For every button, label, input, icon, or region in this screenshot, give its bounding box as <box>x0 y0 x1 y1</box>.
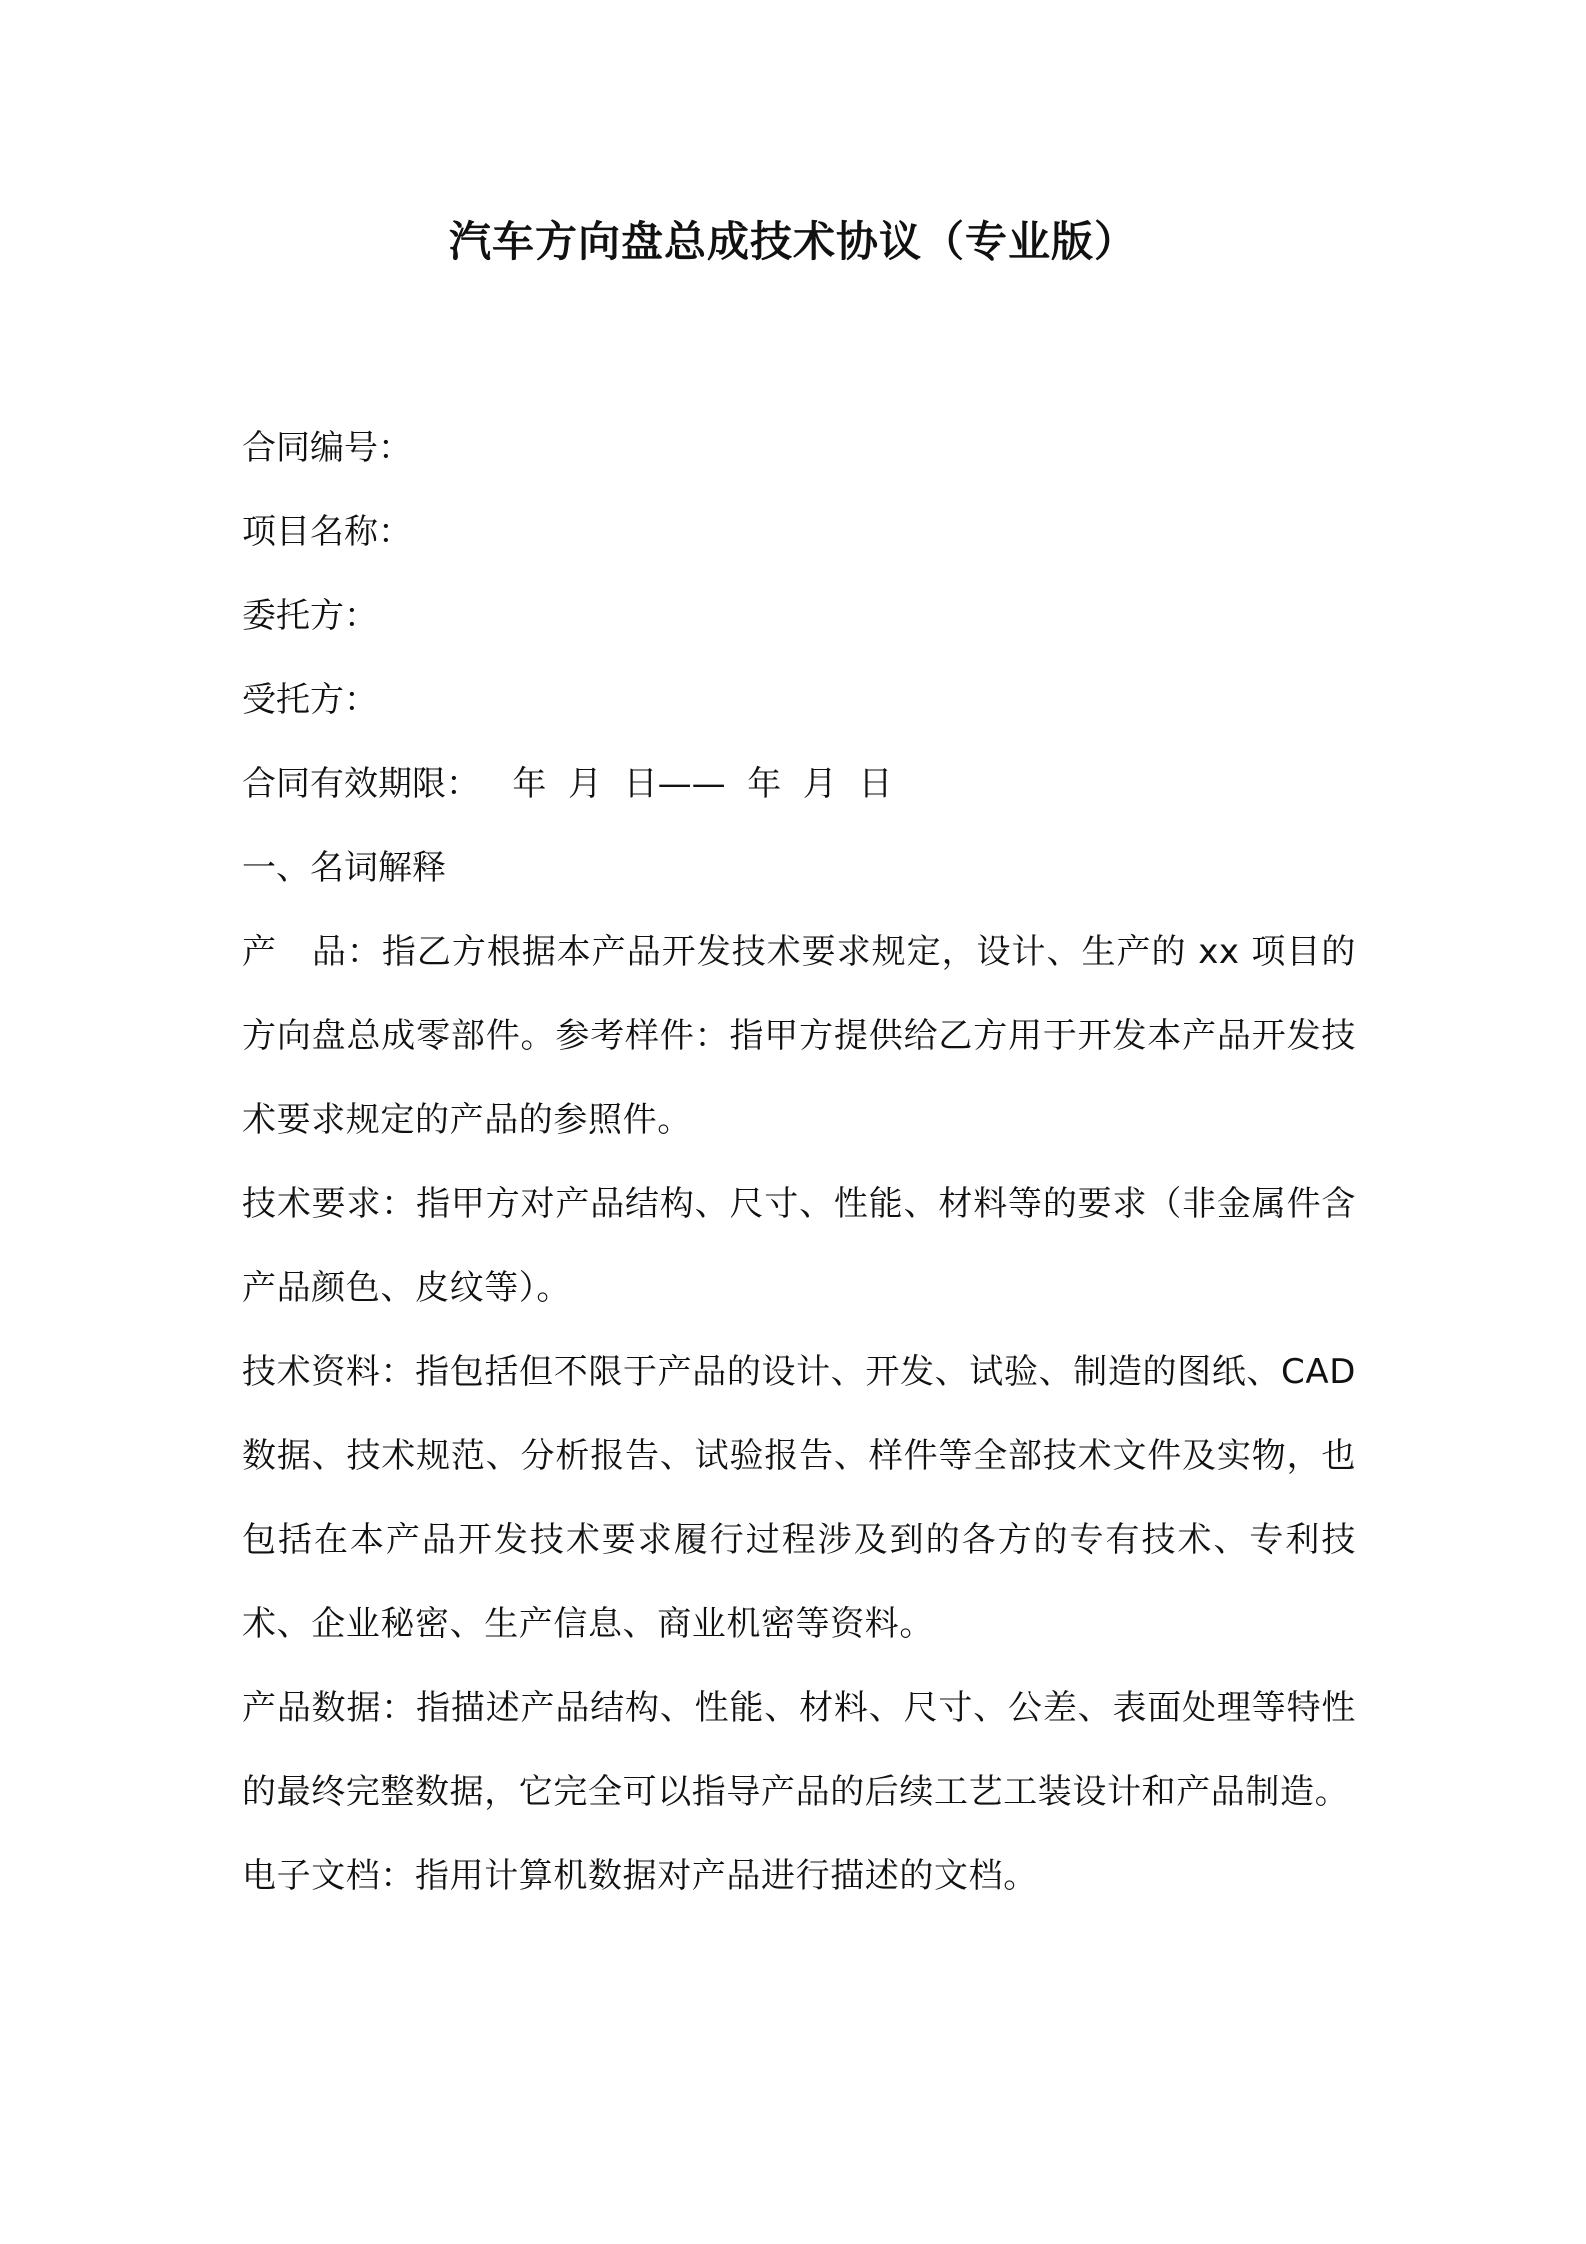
validity-period-field: 合同有效期限： 年 月 日—— 年 月 日 <box>242 764 893 804</box>
project-name-field: 项目名称： <box>242 512 412 552</box>
document-body <box>242 406 1356 1918</box>
contract-number-field: 合同编号： <box>242 428 412 468</box>
definition-product: 产 品：指乙方根据本产品开发技术要求规定，设计、生产的 xx 项目的方向盘总成零部件。参考样件：指甲方提供给乙方用于开发本产品开发技术要求规定的产品的参照件。 <box>242 932 1356 1140</box>
definition-technical-materials: 技术资料：指包括但不限于产品的设计、开发、试验、制造的图纸、CAD 数据、技术规范、分析报告、试验报告、样件等全部技术文件及实物，也包括在本产品开发技术要求履行过程涉及到的各方的专有技术、专利技术、企业秘密、生产信息、商业机密等资料。 <box>242 1352 1356 1644</box>
definition-technical-requirements: 技术要求：指甲方对产品结构、尺寸、性能、材料等的要求（非金属件含产品颜色、皮纹等）。 <box>242 1184 1356 1308</box>
document-title: 汽车方向盘总成技术协议（专业版） <box>448 217 1137 266</box>
definition-electronic-document: 电子文档：指用计算机数据对产品进行描述的文档。 <box>242 1856 1038 1896</box>
contractor-field: 受托方： <box>242 680 378 720</box>
section-heading-definitions: 一、名词解释 <box>242 848 446 888</box>
client-field: 委托方： <box>242 596 378 636</box>
definition-product-data: 产品数据：指描述产品结构、性能、材料、尺寸、公差、表面处理等特性的最终完整数据，它完全可以指导产品的后续工艺工装设计和产品制造。 <box>242 1688 1356 1812</box>
